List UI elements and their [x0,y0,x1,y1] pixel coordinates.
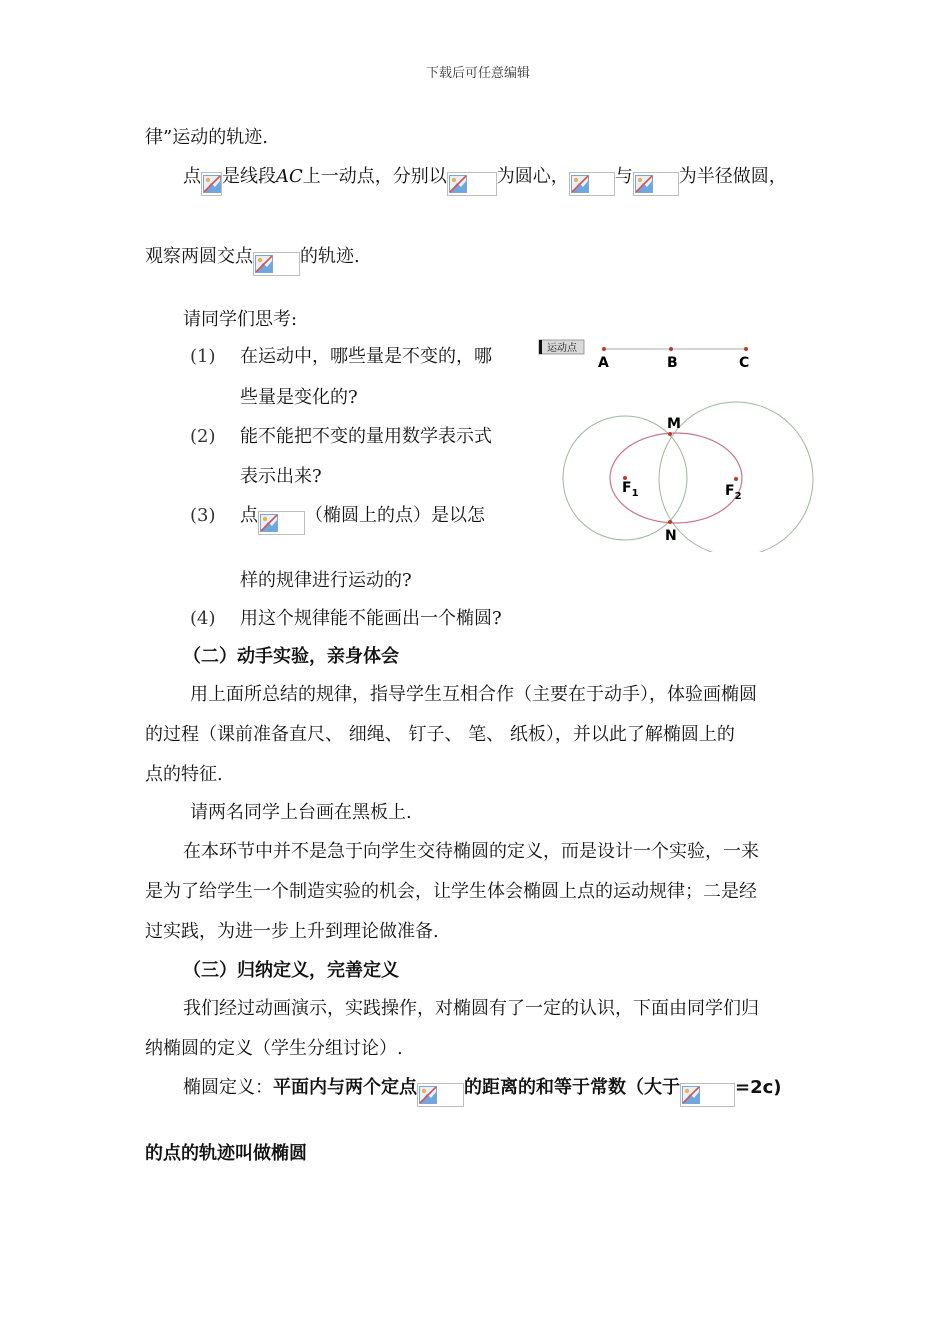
broken-image-icon [635,175,653,193]
text-line: 过实践，为进一步上升到理论做准备. [145,921,439,942]
text-line: 在运动中，哪些量是不变的，哪 [240,346,492,367]
motion-point-label: 运动点 [547,343,577,354]
text-line: 律”运动的轨迹. [145,127,268,148]
point-c-dot [744,347,748,351]
definition-line [183,1079,782,1107]
text-line [145,248,360,276]
text-line [183,168,787,196]
text-line: 是为了给学生一个制造实验的机会，让学生体会椭圆上点的运动规律；二是经 [145,881,757,902]
text-line: 用上面所总结的规律，指导学生互相合作（主要在于动手），体验画椭圆 [190,684,757,705]
text-line: 能不能把不变的量用数学表示式 [240,426,492,447]
formula-image-icon [258,511,305,535]
broken-image-icon [449,175,467,193]
point-n-dot [668,520,672,524]
text-line: 些量是变化的? [240,387,358,408]
ellipse-diagram [536,332,826,552]
question-number: (4) [190,608,216,629]
text-line: 请两名同学上台画在黑板上. [190,802,412,823]
label-f2-main: F [725,483,735,499]
motion-point-button[interactable] [539,340,584,354]
text-line: 请同学们思考: [183,309,298,330]
text-fragment: （椭圆上的点）是以怎 [305,505,485,526]
label-f1 [622,480,639,499]
text-fragment: 点 [240,505,258,526]
page-header: 下载后可任意编辑 [426,66,531,81]
broken-image-icon [203,175,221,193]
text-fragment: 为圆心， [496,166,569,187]
label-f2 [725,483,742,502]
definition-text: 的点的轨迹叫做椭圆 [145,1143,307,1164]
point-b-dot[interactable] [669,347,673,351]
label-m: M [667,416,681,432]
text-line: 纳椭圆的定义（学生分组讨论）. [145,1038,403,1059]
text-line: 点的特征. [145,764,223,785]
formula-image-icon [201,172,222,196]
broken-image-icon [682,1086,700,1104]
label-a: A [598,355,609,371]
formula-image-icon [447,172,497,196]
formula-image-icon [569,172,615,196]
text-line: 的过程（课前准备直尺、 细绳、 钉子、 笔、 纸板），并以此了解椭圆上的 [145,724,735,745]
label-f1-sub: 1 [631,488,639,499]
text-fragment: 观察两圆交点 [145,246,253,267]
question-number: (3) [190,505,216,526]
point-a-dot [602,347,606,351]
section-heading: （二）动手实验，亲身体会 [183,646,399,667]
label-f2-sub: 2 [734,491,742,502]
label-f1-main: F [622,480,632,496]
broken-image-icon [419,1086,437,1104]
text-fragment: 为半径做圆， [678,166,787,187]
definition-label: 椭圆定义： [183,1077,273,1098]
ellipse-curve [610,433,742,523]
text-fragment: 点 [183,166,201,187]
definition-text: 的距离的和等于常数（大于 [464,1077,680,1098]
formula-image-icon [680,1083,735,1107]
broken-image-icon [571,175,589,193]
text-line: 用这个规律能不能画出一个椭圆? [240,608,502,629]
text-line [240,507,485,535]
text-line: 样的规律进行运动的? [240,570,412,591]
text-fragment: 的轨迹. [300,246,360,267]
section-heading: （三）归纳定义，完善定义 [183,960,399,981]
text-fragment: AC [276,166,303,187]
question-number: (2) [190,426,216,447]
label-n: N [665,528,677,544]
formula-image-icon [417,1083,464,1107]
formula-image-icon [253,252,300,276]
definition-text: =2c) [735,1077,782,1098]
focus-f2-dot [734,477,738,481]
text-line: 在本环节中并不是急于向学生交待椭圆的定义，而是设计一个实验，一来 [183,841,759,862]
label-b: B [667,355,678,371]
text-fragment: 上一动点，分别以 [302,166,447,187]
broken-image-icon [255,255,273,273]
text-line: 我们经过动画演示，实践操作，对椭圆有了一定的认识，下面由同学们归 [183,998,759,1019]
definition-text: 平面内与两个定点 [273,1077,417,1098]
text-line: 表示出来? [240,466,322,487]
formula-image-icon [633,172,679,196]
point-m-dot [668,432,672,436]
label-c: C [739,355,750,371]
broken-image-icon [260,514,278,532]
text-fragment: 与 [614,166,633,187]
question-number: (1) [190,346,216,367]
text-fragment: 是线段 [222,166,276,187]
